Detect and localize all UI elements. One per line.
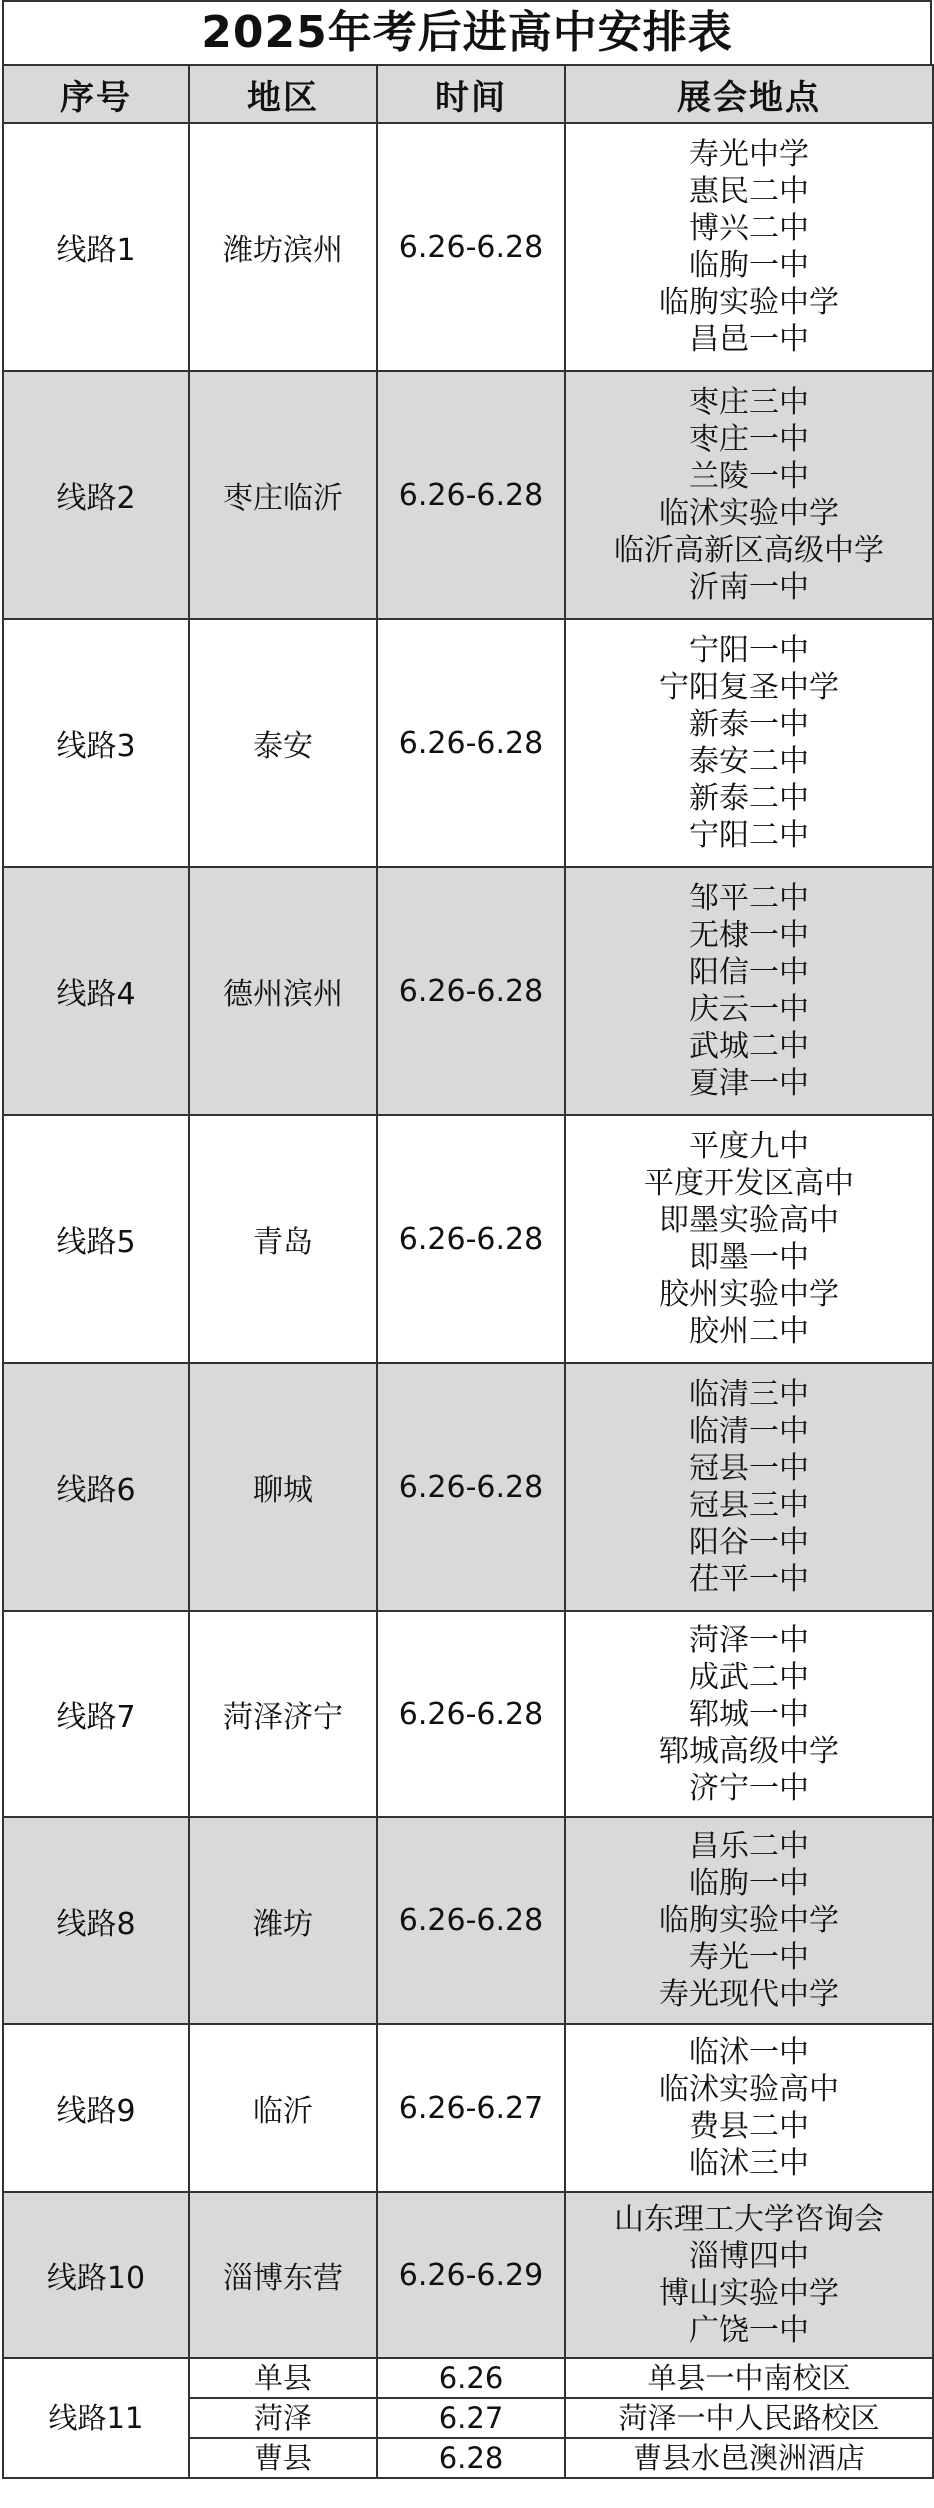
table-row [3, 123, 933, 371]
venue-item: 沂南一中 [689, 570, 809, 605]
region-cell: 菏泽 [189, 2398, 377, 2438]
venue-item: 临朐实验中学 [659, 1903, 839, 1938]
venue-cell [565, 619, 933, 867]
venue-item: 临沭实验中学 [659, 496, 839, 531]
time-cell: 6.26-6.28 [377, 619, 565, 867]
venue-item: 平度开发区高中 [644, 1166, 854, 1201]
venue-item: 昌乐二中 [689, 1829, 809, 1864]
schedule-sheet [2, 0, 932, 2479]
venue-cell: 菏泽一中人民路校区 [565, 2398, 933, 2438]
time-cell: 6.26-6.27 [377, 2024, 565, 2192]
region-cell: 德州滨州 [189, 867, 377, 1115]
region-cell: 青岛 [189, 1115, 377, 1363]
venue-item: 昌邑一中 [689, 322, 809, 357]
time-cell: 6.26-6.28 [377, 1817, 565, 2024]
header-time: 时间 [377, 65, 565, 123]
venue-item: 临沭一中 [689, 2035, 809, 2070]
route-cell: 线路10 [3, 2192, 189, 2358]
schedule-body [3, 123, 933, 2478]
table-row [3, 2192, 933, 2358]
time-cell: 6.28 [377, 2438, 565, 2478]
region-cell: 泰安 [189, 619, 377, 867]
time-cell: 6.26-6.28 [377, 1115, 565, 1363]
venue-cell [565, 371, 933, 619]
table-row [3, 867, 933, 1115]
venue-cell [565, 1611, 933, 1817]
venue-item: 寿光现代中学 [659, 1977, 839, 2012]
region-cell: 淄博东营 [189, 2192, 377, 2358]
venue-item: 宁阳复圣中学 [659, 670, 839, 705]
venue-item: 邹平二中 [689, 881, 809, 916]
venue-item: 淄博四中 [689, 2239, 809, 2274]
page-title: 2025年考后进高中安排表 [2, 0, 932, 64]
venue-item: 无棣一中 [689, 918, 809, 953]
venue-item: 夏津一中 [689, 1066, 809, 1101]
header-venue: 展会地点 [565, 65, 933, 123]
venue-item: 兰陵一中 [689, 459, 809, 494]
venue-item: 新泰二中 [689, 781, 809, 816]
venue-item: 临沭实验高中 [659, 2072, 839, 2107]
venue-item: 惠民二中 [689, 174, 809, 209]
route-cell: 线路1 [3, 123, 189, 371]
venue-item: 临沂高新区高级中学 [614, 533, 884, 568]
venue-cell [565, 1115, 933, 1363]
time-cell: 6.26-6.28 [377, 1611, 565, 1817]
table-row [3, 2358, 933, 2398]
table-row [3, 1363, 933, 1611]
venue-cell [565, 2024, 933, 2192]
venue-item: 菏泽一中 [689, 1622, 809, 1658]
time-cell: 6.27 [377, 2398, 565, 2438]
route-cell: 线路9 [3, 2024, 189, 2192]
route-cell: 线路5 [3, 1115, 189, 1363]
time-cell: 6.26-6.28 [377, 123, 565, 371]
time-cell: 6.26-6.29 [377, 2192, 565, 2358]
venue-item: 临清三中 [689, 1377, 809, 1412]
table-row [3, 1115, 933, 1363]
venue-item: 即墨一中 [689, 1240, 809, 1275]
venue-item: 临朐实验中学 [659, 285, 839, 320]
venue-item: 宁阳二中 [689, 818, 809, 853]
venue-item: 阳信一中 [689, 955, 809, 990]
region-cell: 菏泽济宁 [189, 1611, 377, 1817]
route-cell: 线路8 [3, 1817, 189, 2024]
venue-item: 新泰一中 [689, 707, 809, 742]
route-cell: 线路7 [3, 1611, 189, 1817]
route-cell: 线路3 [3, 619, 189, 867]
region-cell: 枣庄临沂 [189, 371, 377, 619]
venue-item: 费县二中 [689, 2109, 809, 2144]
venue-item: 胶州实验中学 [659, 1277, 839, 1312]
route-cell: 线路6 [3, 1363, 189, 1611]
table-row [3, 1817, 933, 2024]
venue-item: 山东理工大学咨询会 [614, 2202, 884, 2237]
venue-item: 冠县三中 [689, 1488, 809, 1523]
venue-cell [565, 867, 933, 1115]
venue-item: 成武二中 [689, 1659, 809, 1695]
venue-item: 茌平一中 [689, 1562, 809, 1597]
venue-item: 阳谷一中 [689, 1525, 809, 1560]
region-cell: 临沂 [189, 2024, 377, 2192]
region-cell: 潍坊滨州 [189, 123, 377, 371]
time-cell: 6.26-6.28 [377, 371, 565, 619]
venue-item: 枣庄一中 [689, 422, 809, 457]
venue-item: 郓城一中 [689, 1696, 809, 1732]
venue-item: 临清一中 [689, 1414, 809, 1449]
route-cell: 线路11 [3, 2358, 189, 2478]
venue-cell [565, 123, 933, 371]
venue-item: 临朐一中 [689, 1866, 809, 1901]
venue-item: 庆云一中 [689, 992, 809, 1027]
venue-cell: 单县一中南校区 [565, 2358, 933, 2398]
venue-item: 即墨实验高中 [659, 1203, 839, 1238]
venue-item: 郓城高级中学 [659, 1733, 839, 1769]
venue-cell: 曹县水邑澳洲酒店 [565, 2438, 933, 2478]
time-cell: 6.26-6.28 [377, 1363, 565, 1611]
region-cell: 聊城 [189, 1363, 377, 1611]
venue-item: 广饶一中 [689, 2313, 809, 2348]
venue-item: 临朐一中 [689, 248, 809, 283]
table-row [3, 619, 933, 867]
venue-item: 胶州二中 [689, 1314, 809, 1349]
venue-item: 武城二中 [689, 1029, 809, 1064]
venue-cell [565, 2192, 933, 2358]
venue-item: 枣庄三中 [689, 385, 809, 420]
schedule-table [2, 64, 934, 2479]
venue-item: 临沭三中 [689, 2146, 809, 2181]
venue-item: 宁阳一中 [689, 633, 809, 668]
table-row [3, 371, 933, 619]
venue-item: 泰安二中 [689, 744, 809, 779]
table-row [3, 2024, 933, 2192]
route-cell: 线路2 [3, 371, 189, 619]
time-cell: 6.26-6.28 [377, 867, 565, 1115]
venue-cell [565, 1363, 933, 1611]
header-region: 地区 [189, 65, 377, 123]
venue-item: 博兴二中 [689, 211, 809, 246]
venue-item: 冠县一中 [689, 1451, 809, 1486]
region-cell: 潍坊 [189, 1817, 377, 2024]
time-cell: 6.26 [377, 2358, 565, 2398]
venue-cell [565, 1817, 933, 2024]
table-row [3, 1611, 933, 1817]
venue-item: 寿光中学 [689, 137, 809, 172]
venue-item: 博山实验中学 [659, 2276, 839, 2311]
header-row [3, 65, 933, 123]
venue-item: 平度九中 [689, 1129, 809, 1164]
header-index: 序号 [3, 65, 189, 123]
route-cell: 线路4 [3, 867, 189, 1115]
venue-item: 寿光一中 [689, 1940, 809, 1975]
region-cell: 单县 [189, 2358, 377, 2398]
venue-item: 济宁一中 [689, 1770, 809, 1806]
region-cell: 曹县 [189, 2438, 377, 2478]
